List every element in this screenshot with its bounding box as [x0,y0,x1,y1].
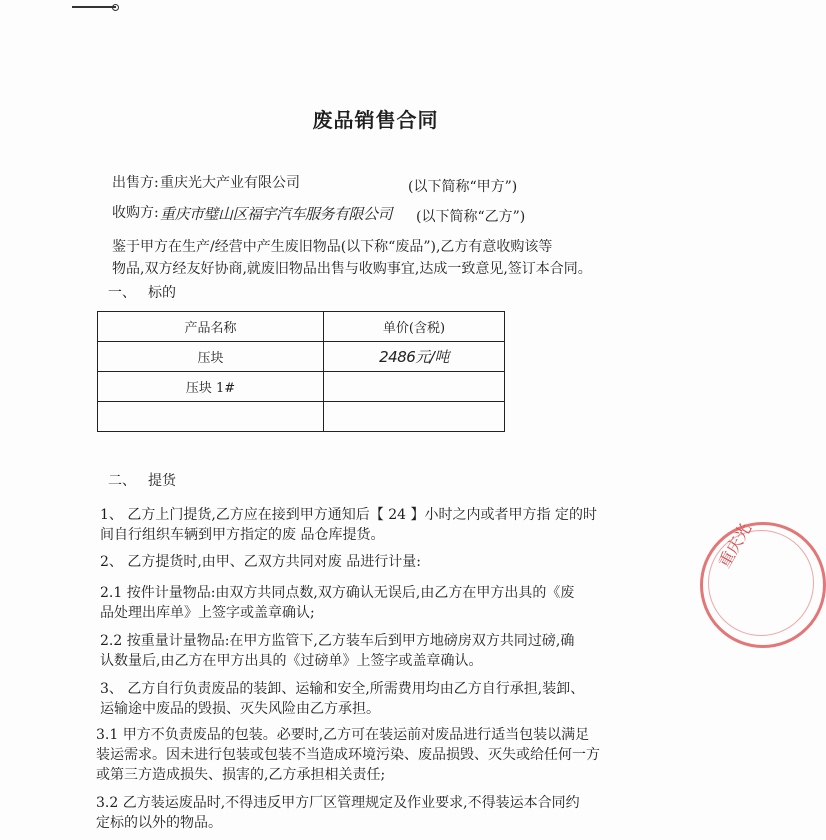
scan-mark-dot [112,4,119,11]
company-seal-text: 重庆光 [714,519,756,571]
clause-1-line-2: 间自行组织车辆到甲方指定的废 品仓库提货。 [100,527,385,543]
table-row [98,372,505,402]
table-header-row [98,312,505,342]
table-row [98,342,505,372]
clause-1-line-1: 1、 乙方上门提货,乙方应在接到甲方通知后【 24 】小时之内或者甲方指 定的时 [100,507,597,523]
section1-title: 标的 [148,285,176,301]
clause-3-line-1: 3、 乙方自行负责废品的装卸、运输和安全,所需费用均由乙方自行承担,装卸、 [100,681,585,697]
table-row [98,402,505,432]
clause-2-1-line-1: 2.1 按件计量物品:由双方共同点数,双方确认无误后,由乙方在甲方出具的《废 [100,585,575,601]
scan-mark [72,6,116,8]
clause-3-2-line-1: 3.2 乙方装运废品时,不得违反甲方厂区管理规定及作业要求,不得装运本合同约 [96,795,580,811]
header-product-name: 产品名称 [98,312,324,342]
section1-number: 一、 [108,285,136,301]
seller-label: 出售方: [112,175,159,191]
table-cell [324,372,505,402]
clause-2-1-line-2: 品处理出库单》上签字或盖章确认; [100,605,315,621]
buyer-label: 收购方: [112,205,159,221]
intro-line-2: 物品,双方经友好协商,就废旧物品出售与收购事宜,达成一致意见,签订本合同。 [112,261,592,277]
clause-2-2-line-1: 2.2 按重量计量物品:在甲方监管下,乙方装车后到甲方地磅房双方共同过磅,确 [100,633,575,649]
clause-3-2-line-2: 定标的以外的物品。 [96,815,222,831]
clause-3-1-line-1: 3.1 甲方不负责废品的包装。必要时,乙方可在装运前对废品进行适当包装以满足 [96,727,590,743]
clause-3-1-line-3: 或第三方造成损失、损害的,乙方承担相关责任; [96,767,386,783]
table-cell: 压块 [98,342,324,372]
seller-alias: (以下简称“甲方”) [408,179,518,195]
buyer-name-handwritten: 重庆市璧山区福宇汽车服务有限公司 [160,205,393,223]
section2-title: 提货 [148,473,176,489]
clause-3-line-2: 运输途中废品的毁损、灭失风险由乙方承担。 [100,701,380,717]
intro-line-1: 鉴于甲方在生产/经营中产生废旧物品(以下称“废品”),乙方有意收购该等 [112,239,553,255]
table-cell [98,402,324,432]
seller-name: 重庆光大产业有限公司 [160,175,300,191]
clause-3-1-line-2: 装运需求。因未进行包装或包装不当造成环境污染、废品损毁、灭失或给任何一方 [96,747,600,763]
document-title: 废品销售合同 [312,108,439,132]
table-cell-handwritten: 2486元/吨 [324,342,505,372]
clause-2-line-1: 2、 乙方提货时,由甲、乙双方共同对废 品进行计量: [100,554,421,570]
clause-2-2-line-2: 认数量后,由乙方在甲方出具的《过磅单》上签字或盖章确认。 [100,653,483,669]
buyer-alias: (以下简称“乙方”) [416,209,526,225]
header-unit-price: 单价(含税) [324,312,505,342]
table-cell: 压块 1# [98,372,324,402]
items-table [97,311,505,432]
section2-number: 二、 [108,473,136,489]
table-cell [324,402,505,432]
